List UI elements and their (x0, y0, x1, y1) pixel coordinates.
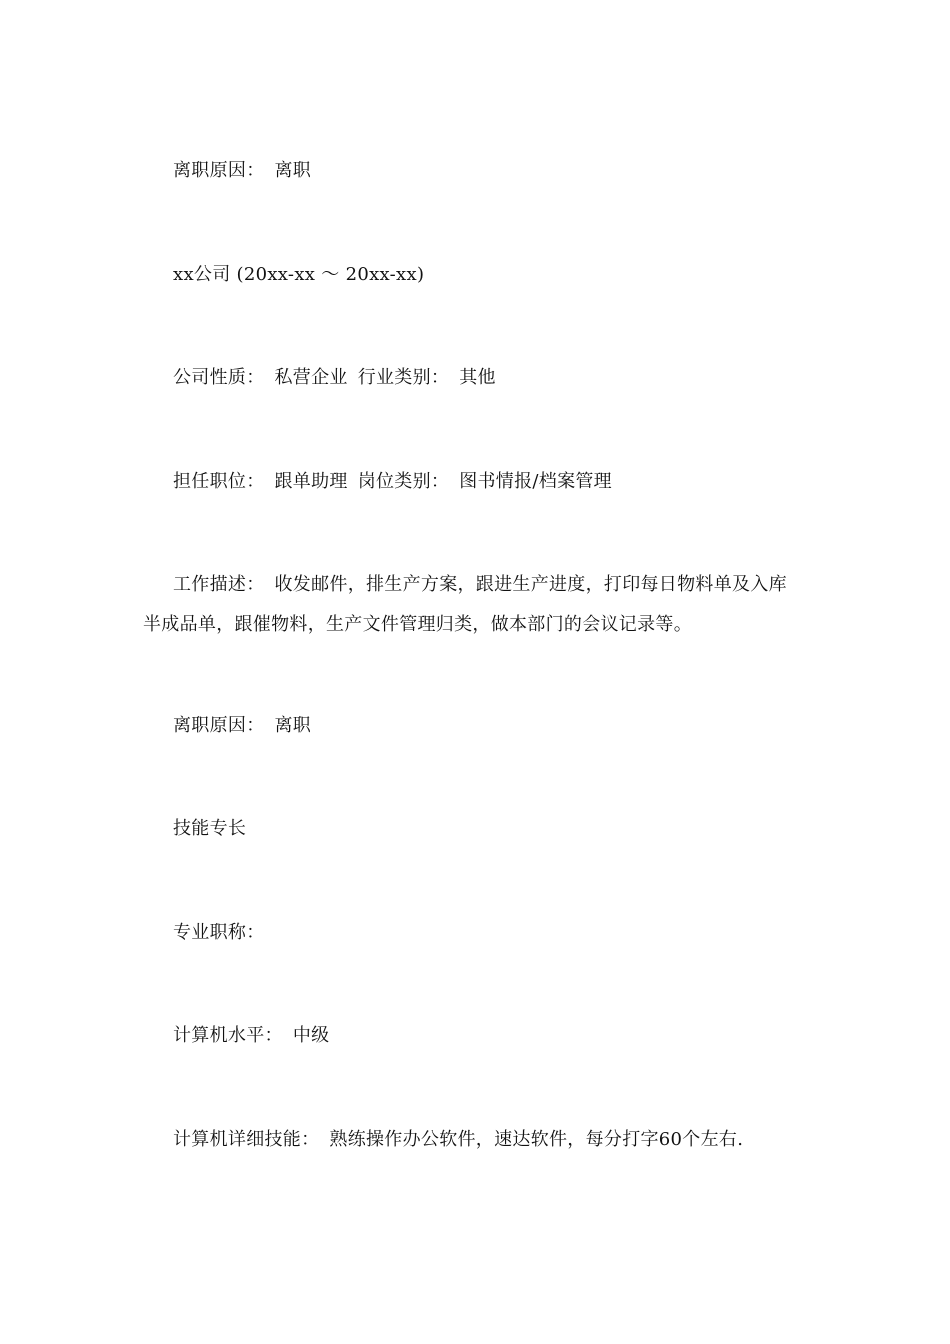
position-line (143, 462, 803, 502)
professional-title-line (143, 913, 803, 953)
company-period-line (143, 255, 803, 295)
job-category-label: 岗位类别： (357, 471, 450, 492)
computer-level-label: 计算机水平： (173, 1025, 283, 1046)
computer-level-value: 中级 (292, 1025, 330, 1046)
industry-category-label: 行业类别： (357, 367, 450, 388)
professional-title-label: 专业职称： (173, 922, 265, 943)
computer-level-line (143, 1016, 803, 1056)
company-nature-line (143, 358, 803, 398)
skills-heading (143, 809, 803, 849)
leave-reason-label: 离职原因： (173, 715, 265, 736)
leave-reason-value: 离职 (274, 160, 312, 181)
leave-reason-label: 离职原因： (173, 160, 265, 181)
computer-skills-label: 计算机详细技能： (173, 1129, 320, 1150)
job-description-label: 工作描述： (173, 574, 265, 595)
company-nature-label: 公司性质： (173, 367, 265, 388)
job-description-paragraph (143, 565, 803, 645)
company-nature-value: 私营企业 (274, 367, 348, 388)
leave-reason-value: 离职 (274, 715, 312, 736)
computer-skills-value: 熟练操作办公软件，速达软件，每分打字60个左右. (329, 1129, 744, 1150)
skills-heading-text: 技能专长 (173, 818, 247, 839)
leave-reason-line-1 (143, 151, 803, 191)
leave-reason-line-2 (143, 706, 803, 746)
position-label: 担任职位： (173, 471, 265, 492)
job-category-value: 图书情报/档案管理 (459, 471, 612, 492)
computer-skills-line (143, 1120, 803, 1160)
job-description-value: 收发邮件，排生产方案，跟进生产进度，打印每日物料单及入库半成品单，跟催物料，生产文件管理归类，做本部门的会议记录等。 (143, 574, 787, 635)
position-value: 跟单助理 (274, 471, 348, 492)
company-period-text: xx公司 (20xx-xx ～ 20xx-xx) (173, 264, 425, 285)
industry-category-value: 其他 (459, 367, 496, 388)
